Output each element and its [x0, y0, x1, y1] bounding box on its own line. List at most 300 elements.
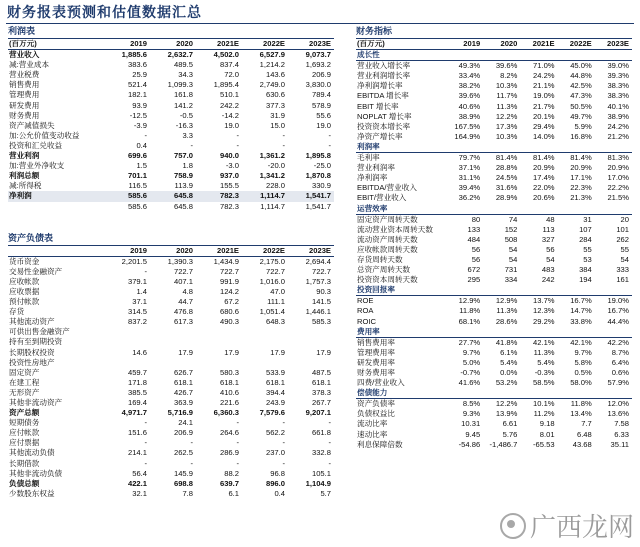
table-row — [356, 337, 632, 348]
row-label: EBITDA 增长率 — [357, 91, 409, 101]
cell-value: 11.3% — [496, 306, 518, 316]
table-row — [8, 60, 334, 70]
cell-value: 6.4% — [611, 357, 629, 367]
table-row — [8, 191, 334, 201]
watermark-text: 广西龙网 — [529, 513, 634, 543]
cell-value: 141.2 — [173, 100, 193, 110]
row-label: EBITDA/营业收入 — [357, 183, 417, 193]
cell-value: 58.5% — [533, 378, 555, 388]
cell-value: 407.1 — [173, 276, 193, 286]
cell-value: - — [190, 458, 193, 468]
cell-value: 151.6 — [127, 428, 147, 438]
cell-value: - — [328, 458, 331, 468]
row-label: 营业收入 — [9, 50, 40, 60]
table-row — [356, 122, 632, 132]
table-row — [8, 80, 334, 90]
cell-value: 57.9% — [607, 378, 629, 388]
title-rule — [6, 23, 634, 24]
cell-value: 533.9 — [265, 367, 285, 377]
cell-value: 0.0% — [500, 368, 518, 377]
cell-value: 44.8% — [570, 71, 592, 81]
row-label: 可供出售金融资产 — [9, 327, 70, 337]
cell-value: 143.6 — [265, 70, 285, 80]
table-row — [356, 173, 632, 183]
cell-value: 12.9% — [458, 296, 481, 306]
row-label: 投资资本周转天数 — [357, 275, 418, 285]
section-label: 利润率 — [356, 142, 632, 153]
table-row — [356, 275, 632, 285]
table-row — [356, 348, 632, 358]
table-row — [8, 408, 334, 418]
table-row — [356, 399, 632, 410]
cell-value: 22.2% — [607, 183, 629, 193]
cell-value: 152 — [504, 224, 518, 234]
cell-value: 228.0 — [265, 181, 285, 191]
income-statement-heading: 利润表 — [8, 25, 334, 39]
balance-sheet-heading: 资产负债表 — [8, 232, 334, 246]
cell-value: 5.8% — [574, 357, 592, 367]
row-label: 四费/营业收入 — [357, 378, 405, 388]
cell-value: -25.0 — [313, 161, 331, 171]
table-row — [8, 141, 334, 151]
table-row — [356, 235, 632, 245]
financial-indicators-table — [356, 39, 632, 450]
cell-value: 377.3 — [265, 100, 285, 110]
row-label: 负债总额 — [9, 478, 40, 488]
cell-value: 39.3% — [607, 71, 629, 81]
cell-value: 11.7% — [496, 91, 518, 101]
cell-value: 378.3 — [311, 387, 331, 397]
section-header-row — [356, 142, 632, 153]
row-label: 存货周转天数 — [357, 254, 403, 264]
cell-value: 25.9 — [132, 70, 147, 80]
row-label: 短期债务 — [9, 418, 40, 428]
cell-value: 81.4% — [570, 153, 592, 163]
cell-value — [242, 327, 288, 337]
cell-value: 618.1 — [265, 377, 285, 387]
row-label: 加:营业外净收支 — [9, 161, 65, 171]
cell-value — [104, 358, 150, 368]
cell-value: 7.8 — [182, 488, 193, 498]
cell-value: 38.3% — [607, 81, 629, 91]
row-label: 无形资产 — [9, 387, 40, 397]
cell-value: 40.6% — [458, 101, 481, 111]
cell-value — [242, 358, 288, 368]
cell-value: 20.9% — [533, 163, 555, 173]
row-label: 利润总额 — [9, 171, 40, 181]
cell-value: -3.9 — [133, 120, 147, 130]
row-label: (百万元) — [356, 39, 446, 50]
cell-value: 11.2% — [533, 409, 555, 419]
cell-value: 1,016.0 — [259, 276, 285, 286]
table-row — [8, 428, 334, 438]
cell-value: - — [236, 418, 239, 428]
cell-value: 15.0 — [270, 120, 285, 130]
cell-value: - — [190, 140, 193, 150]
cell-value: -3.0 — [225, 161, 239, 171]
cell-value: -12.5 — [129, 110, 147, 120]
row-label: 净利润增长率 — [357, 81, 403, 91]
cell-value: 410.6 — [219, 387, 239, 397]
cell-value: 81.3% — [607, 153, 629, 163]
cell-value: 5.4% — [537, 357, 555, 367]
table-row — [8, 277, 334, 287]
cell-value: 93.9 — [132, 100, 147, 110]
row-label — [8, 246, 104, 257]
cell-value: -0.5 — [179, 110, 193, 120]
cell-value: 8.7% — [611, 347, 629, 357]
cell-value: - — [328, 140, 331, 150]
cell-value: 1.8 — [182, 161, 193, 171]
table-row — [8, 378, 334, 388]
table-row — [356, 163, 632, 173]
cell-value: 71.0% — [533, 61, 555, 71]
cell-value: 578.9 — [311, 100, 331, 110]
section-label: 费用率 — [356, 327, 632, 338]
cell-value: 1,361.2 — [259, 151, 285, 161]
cell-value: 39.0% — [607, 61, 629, 71]
cell-value: 580.3 — [219, 367, 239, 377]
cell-value: 13.4% — [570, 409, 592, 419]
cell-value: 789.4 — [311, 90, 331, 100]
cell-value: 53.2% — [495, 378, 518, 388]
cell-value: 40.1% — [607, 101, 629, 111]
cell-value: 1.5 — [136, 161, 147, 171]
cell-value: 13.6% — [607, 409, 629, 419]
cell-value: 1,099.3 — [167, 80, 193, 90]
cell-value: 1,341.2 — [259, 171, 285, 181]
cell-value: 53 — [583, 254, 592, 264]
cell-value: 383.6 — [127, 60, 147, 70]
cell-value: 42.2% — [607, 337, 629, 347]
cell-value: 2,175.0 — [259, 256, 285, 266]
cell-value: 12.9% — [495, 296, 518, 306]
cell-value: 90.3 — [316, 286, 331, 296]
cell-value: 79.7% — [458, 153, 481, 163]
cell-value: 24.2% — [607, 121, 629, 131]
cell-value: 17.9 — [270, 347, 285, 357]
cell-value: 50.5% — [570, 101, 592, 111]
cell-value: 9.3% — [462, 409, 481, 419]
cell-value: 49.7% — [570, 111, 592, 121]
cell-value: -1,486.7 — [489, 439, 518, 449]
cell-value: 161.8 — [173, 90, 193, 100]
cell-value: 422.1 — [127, 478, 147, 488]
row-label: EBIT 增长率 — [357, 101, 399, 111]
cell-value: 2022E — [242, 39, 288, 50]
cell-value: 34.3 — [178, 70, 193, 80]
row-label: 应收帐款 — [9, 276, 40, 286]
cell-value: 1,104.9 — [305, 478, 331, 488]
cell-value: 31 — [583, 214, 592, 224]
cell-value: 29.2% — [533, 316, 555, 326]
cell-value: 56 — [546, 244, 555, 254]
table-row — [8, 307, 334, 317]
cell-value: 5.0% — [462, 357, 481, 367]
cell-value: 12.2% — [495, 399, 518, 409]
row-label: 其他流动资产 — [9, 317, 55, 327]
table-row — [356, 440, 632, 450]
cell-value: 645.8 — [150, 191, 196, 201]
row-label: 长期股权投资 — [9, 347, 55, 357]
income-statement-table — [8, 39, 334, 212]
cell-value: - — [144, 438, 147, 448]
table-row — [356, 112, 632, 122]
row-label: 其他非流动资产 — [9, 398, 63, 407]
cell-value: 1,885.6 — [121, 50, 147, 60]
table-row — [356, 193, 632, 203]
cell-value: 1,390.3 — [167, 256, 193, 266]
row-label: 财务费用 — [9, 110, 40, 120]
cell-value: 124.2 — [219, 286, 239, 296]
row-label: 投资和汇兑收益 — [9, 140, 63, 150]
watermark-logo-icon — [500, 513, 526, 539]
row-label: 营业利润增长率 — [357, 71, 411, 81]
cell-value: 182.1 — [127, 90, 147, 100]
table-row — [8, 317, 334, 327]
cell-value: 39.6% — [458, 91, 481, 101]
cell-value: - — [236, 130, 239, 140]
cell-value: 1,214.2 — [259, 60, 285, 70]
cell-value: 2023E — [288, 246, 334, 257]
cell-value: 2019 — [104, 246, 150, 257]
cell-value: 242 — [541, 275, 555, 285]
cell-value: 141.5 — [311, 297, 331, 307]
cell-value: - — [236, 140, 239, 150]
cell-value: -0.7% — [460, 368, 481, 377]
cell-value: - — [282, 418, 285, 428]
cell-value: - — [282, 458, 285, 468]
cell-value: 2019 — [104, 39, 150, 50]
cell-value: 630.6 — [265, 90, 285, 100]
cell-value: 27.7% — [458, 337, 481, 347]
cell-value: 206.9 — [173, 428, 193, 438]
cell-value: - — [236, 438, 239, 448]
cell-value: 672 — [467, 265, 481, 275]
row-label: 应付票据 — [9, 438, 40, 448]
cell-value: 9.45 — [465, 429, 481, 439]
cell-value: 1,870.8 — [305, 171, 331, 181]
table-row — [8, 90, 334, 100]
cell-value: 14.0% — [533, 131, 555, 141]
table-row — [8, 368, 334, 378]
cell-value: 67.2 — [224, 297, 239, 307]
table-row — [356, 430, 632, 440]
cell-value: 17.9 — [224, 347, 239, 357]
cell-value — [196, 337, 242, 347]
table-row — [8, 297, 334, 307]
cell-value: 21.1% — [533, 81, 555, 91]
cell-value: 54 — [546, 254, 555, 264]
cell-value: 171.8 — [127, 377, 147, 387]
cell-value: 43.68 — [572, 439, 592, 449]
cell-value: 2022E — [558, 39, 595, 50]
cell-value: 56.4 — [132, 468, 147, 478]
cell-value: 14.6 — [132, 347, 147, 357]
cell-value: -14.2 — [221, 110, 239, 120]
cell-value: 17.1% — [570, 173, 592, 183]
table-row — [356, 153, 632, 164]
table-row — [8, 479, 334, 489]
table-row — [8, 448, 334, 458]
row-label: 货币资金 — [9, 256, 40, 266]
cell-value: 295 — [467, 275, 481, 285]
table-row — [8, 121, 334, 131]
row-label: 销售费用 — [9, 80, 40, 90]
cell-value: 169.4 — [127, 398, 147, 407]
cell-value: 12.3% — [533, 306, 555, 316]
cell-value: 28.6% — [495, 316, 518, 326]
cell-value: 22.3% — [570, 183, 592, 193]
row-label: 资产减值损失 — [9, 120, 55, 130]
cell-value: 11.3% — [496, 101, 518, 111]
cell-value: 206.9 — [311, 70, 331, 80]
table-row — [356, 91, 632, 101]
cell-value: 1,434.9 — [213, 256, 239, 266]
cell-value: 5,716.9 — [167, 408, 193, 418]
cell-value: 133 — [467, 224, 481, 234]
cell-value: 2,694.4 — [305, 256, 331, 266]
cell-value: 155.5 — [219, 181, 239, 191]
cell-value: 44.7 — [178, 297, 193, 307]
cell-value: 5.76 — [502, 429, 518, 439]
table-row — [8, 489, 334, 499]
cell-value: 490.3 — [219, 317, 239, 327]
cell-value: 2019 — [446, 39, 483, 50]
cell-value: 55 — [620, 244, 629, 254]
cell-value: 24.2% — [533, 71, 555, 81]
cell-value: 680.6 — [219, 307, 239, 317]
cell-value: 35.11 — [610, 439, 629, 449]
cell-value: 262.5 — [173, 448, 193, 458]
table-row — [356, 317, 632, 327]
section-label: 偿债能力 — [356, 388, 632, 399]
row-label: 存货 — [9, 307, 25, 317]
cell-value: 1,541.7 — [288, 191, 334, 201]
cell-value: 2,201.5 — [121, 256, 147, 266]
table-row — [356, 409, 632, 419]
cell-value: 38.9% — [607, 111, 629, 121]
cell-value: 13.7% — [533, 296, 555, 306]
section-header-row — [356, 204, 632, 215]
cell-value: 757.0 — [173, 151, 193, 161]
cell-value: 24.1 — [178, 418, 193, 428]
cell-value: 237.0 — [265, 448, 285, 458]
cell-value: 42.1% — [533, 337, 555, 347]
cell-value: 38.9% — [458, 111, 481, 121]
cell-value: 701.1 — [127, 171, 147, 181]
cell-value: 9.7% — [574, 347, 592, 357]
row-label: 管理费用率 — [357, 347, 395, 357]
row-label: 研发费用 — [9, 100, 40, 110]
cell-value: - — [328, 438, 331, 448]
cell-value: 1,757.3 — [305, 276, 331, 286]
table-row — [356, 225, 632, 235]
cell-value: 41.8% — [495, 337, 518, 347]
cell-value: 334 — [504, 275, 518, 285]
row-label: 净利润率 — [357, 173, 388, 183]
cell-value: 618.1 — [173, 377, 193, 387]
cell-value: 2021E — [196, 246, 242, 257]
cell-value: 8.2% — [500, 71, 518, 81]
row-label — [8, 202, 104, 212]
cell-value: 618.1 — [311, 377, 331, 387]
cell-value: 4,502.0 — [213, 50, 239, 60]
cell-value: 44.4% — [607, 316, 629, 326]
cell-value: 8.5% — [462, 399, 481, 409]
cell-value: 17.9 — [178, 347, 193, 357]
cell-value: 6,527.9 — [259, 50, 285, 60]
cell-value: 267.7 — [311, 398, 331, 407]
cell-value: 54 — [508, 254, 518, 264]
cell-value: 330.9 — [311, 181, 331, 191]
cell-value: 2023E — [288, 39, 334, 50]
cell-value: 661.8 — [311, 428, 331, 438]
cell-value: 101 — [616, 224, 629, 234]
section-header-row — [356, 285, 632, 296]
cell-value: 1,114.7 — [260, 201, 285, 211]
row-label: 资产负债率 — [357, 399, 395, 409]
cell-value: 21.2% — [607, 131, 629, 141]
table-row — [8, 388, 334, 398]
row-label: 其他非流动负债 — [9, 468, 63, 478]
cell-value: 426.7 — [173, 387, 193, 397]
cell-value: 48 — [546, 214, 555, 224]
table-row — [8, 267, 334, 277]
cell-value: 31.9 — [270, 110, 285, 120]
cell-value: 17.3% — [495, 121, 518, 131]
cell-value: 484 — [467, 234, 481, 244]
cell-value: 37.1 — [132, 297, 147, 307]
cell-value: - — [282, 140, 285, 150]
cell-value: 32.1 — [132, 488, 147, 498]
table-row — [8, 398, 334, 408]
cell-value: 2,749.0 — [259, 80, 285, 90]
cell-value: 54 — [508, 244, 518, 254]
cell-value: 28.8% — [495, 163, 518, 173]
cell-value: 837.4 — [219, 60, 239, 70]
cell-value: 1,895.8 — [305, 151, 331, 161]
cell-value: 489.5 — [173, 60, 193, 70]
cell-value: 167.5% — [454, 121, 481, 131]
cell-value: 1,895.4 — [213, 80, 239, 90]
cell-value: 483 — [541, 265, 555, 275]
cell-value: 618.1 — [219, 377, 239, 387]
table-row — [8, 459, 334, 469]
cell-value: 2,632.7 — [167, 50, 193, 60]
row-label: 应收票据 — [9, 286, 40, 296]
table-row — [8, 161, 334, 171]
cell-value: 758.9 — [173, 171, 193, 181]
cell-value — [104, 337, 150, 347]
cell-value: 16.8% — [570, 131, 592, 141]
cell-value: 88.2 — [224, 468, 239, 478]
row-label: 管理费用 — [9, 90, 40, 100]
row-label: EBIT/营业收入 — [357, 193, 407, 203]
table-row — [356, 61, 632, 72]
cell-value: 39.6% — [495, 61, 518, 71]
cell-value: 72.0 — [224, 70, 239, 80]
table-row — [8, 202, 334, 212]
table-row — [8, 181, 334, 191]
cell-value: 47.3% — [570, 91, 592, 101]
row-label: 流动营业资本周转天数 — [357, 224, 433, 234]
cell-value: 698.8 — [173, 478, 193, 488]
cell-value: 111.1 — [267, 297, 285, 307]
row-label: 少数股东权益 — [9, 488, 55, 498]
row-label: 研发费用率 — [357, 357, 395, 367]
row-label: 净资产增长率 — [357, 131, 403, 141]
